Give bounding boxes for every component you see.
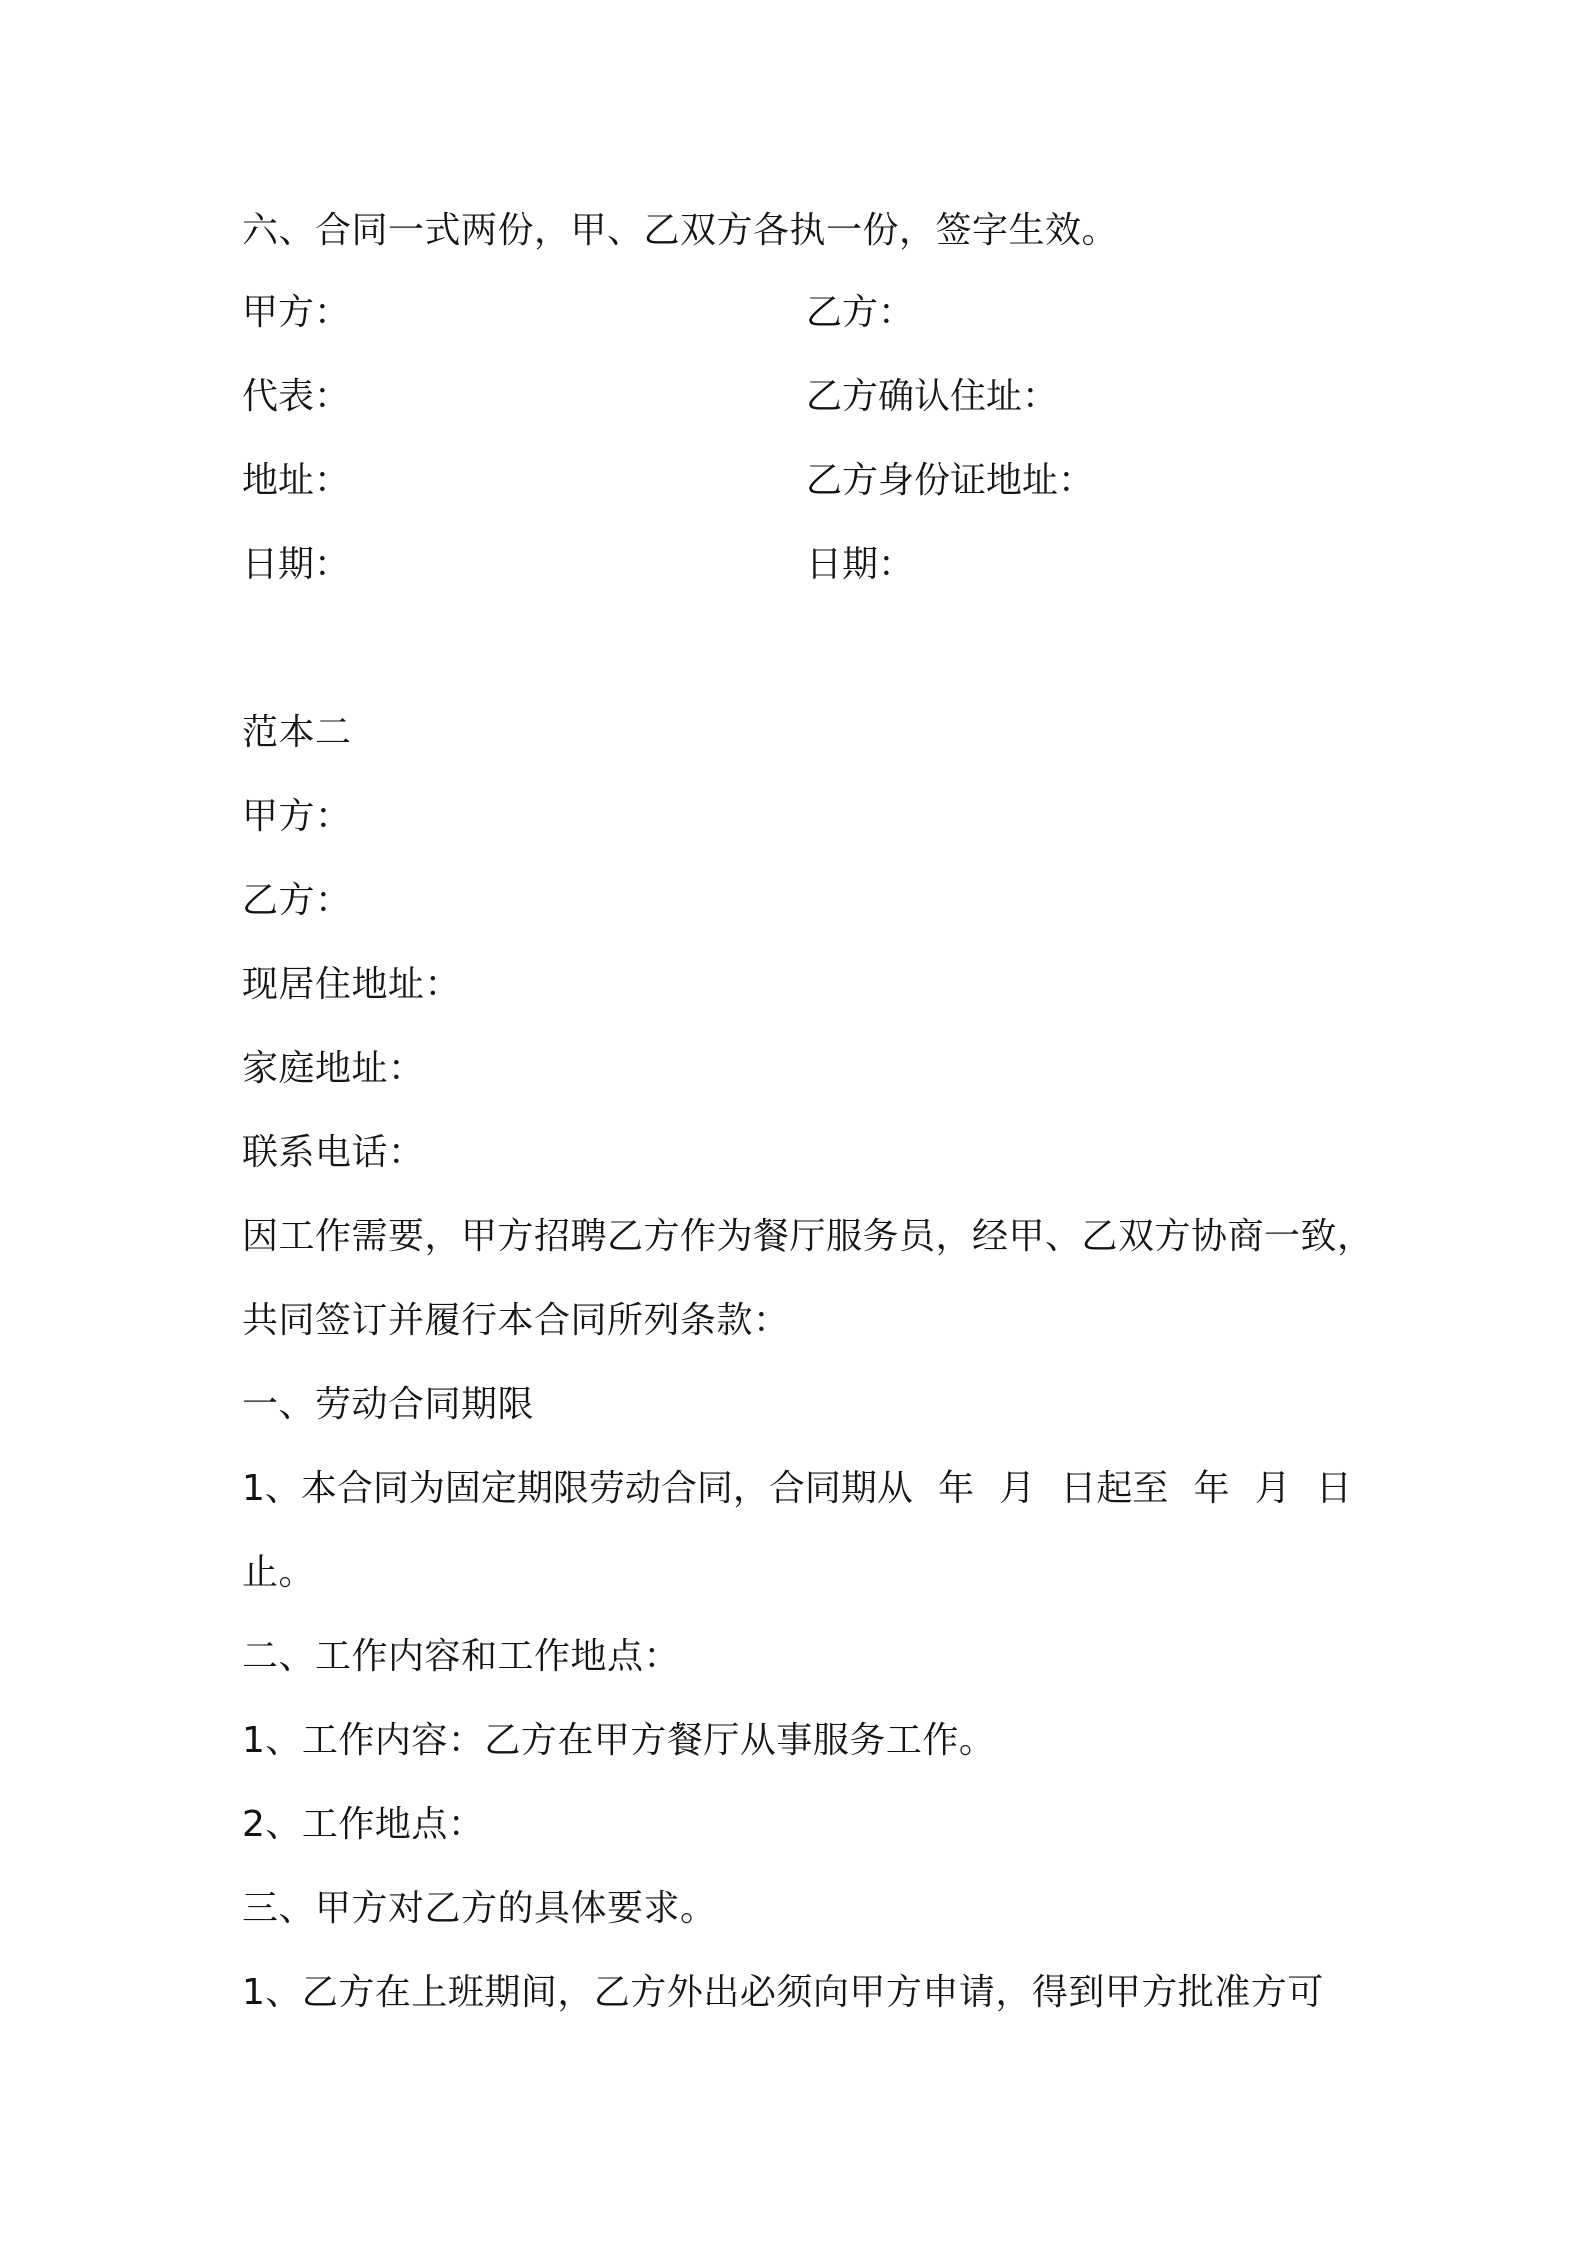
section-one-item-one-end: 止。 (242, 1552, 316, 1593)
signature-party-b-label: 乙方： (806, 292, 915, 333)
start-year-label: 年 (938, 1468, 975, 1509)
current-address-label: 现居住地址： (242, 964, 462, 1005)
home-address-label: 家庭地址： (242, 1048, 425, 1089)
signature-party-b-id-address-label: 乙方身份证地址： (806, 460, 1095, 501)
start-day-label: 日起至 (1060, 1468, 1169, 1509)
template-two-party-b: 乙方： (242, 880, 352, 921)
signature-party-b-confirmed-address-label: 乙方确认住址： (806, 376, 1059, 417)
template-two-party-a: 甲方： (242, 796, 352, 837)
start-month-label: 月 (999, 1468, 1036, 1509)
end-year-label: 年 (1193, 1468, 1230, 1509)
phone-label: 联系电话： (242, 1132, 425, 1173)
end-day-label: 日 (1315, 1468, 1352, 1509)
signature-row-date (242, 538, 1372, 592)
section-two-item-one: 1、工作内容：乙方在甲方餐厅从事服务工作。 (242, 1720, 996, 1761)
intro-paragraph-line-2: 共同签订并履行本合同所列条款： (242, 1300, 790, 1341)
end-month-label: 月 (1254, 1468, 1291, 1509)
template-two-heading: 范本二 (242, 712, 352, 753)
signature-row-party (242, 286, 1372, 340)
clause-six: 六、合同一式两份，甲、乙双方各执一份，签字生效。 (242, 210, 1119, 251)
signature-representative-label: 代表： (242, 376, 351, 417)
signature-date-b-label: 日期： (806, 544, 915, 585)
intro-paragraph-line-1: 因工作需要，甲方招聘乙方作为餐厅服务员，经甲、乙双方协商一致， (242, 1216, 1374, 1257)
section-two-item-two: 2、工作地点： (242, 1804, 485, 1845)
section-three-title: 三、甲方对乙方的具体要求。 (242, 1888, 717, 1929)
signature-address-label: 地址： (242, 460, 351, 501)
contract-term-text: 1、本合同为固定期限劳动合同，合同期从 (242, 1468, 913, 1509)
signature-row-representative (242, 370, 1372, 424)
signature-party-a-label: 甲方： (242, 292, 351, 333)
section-two-title: 二、工作内容和工作地点： (242, 1636, 681, 1677)
section-one-title: 一、劳动合同期限 (242, 1384, 535, 1425)
section-one-item-one (242, 1462, 1352, 1516)
signature-row-address (242, 454, 1372, 508)
signature-date-a-label: 日期： (242, 544, 351, 585)
section-three-item-one: 1、乙方在上班期间，乙方外出必须向甲方申请，得到甲方批准方可 (242, 1972, 1324, 2013)
